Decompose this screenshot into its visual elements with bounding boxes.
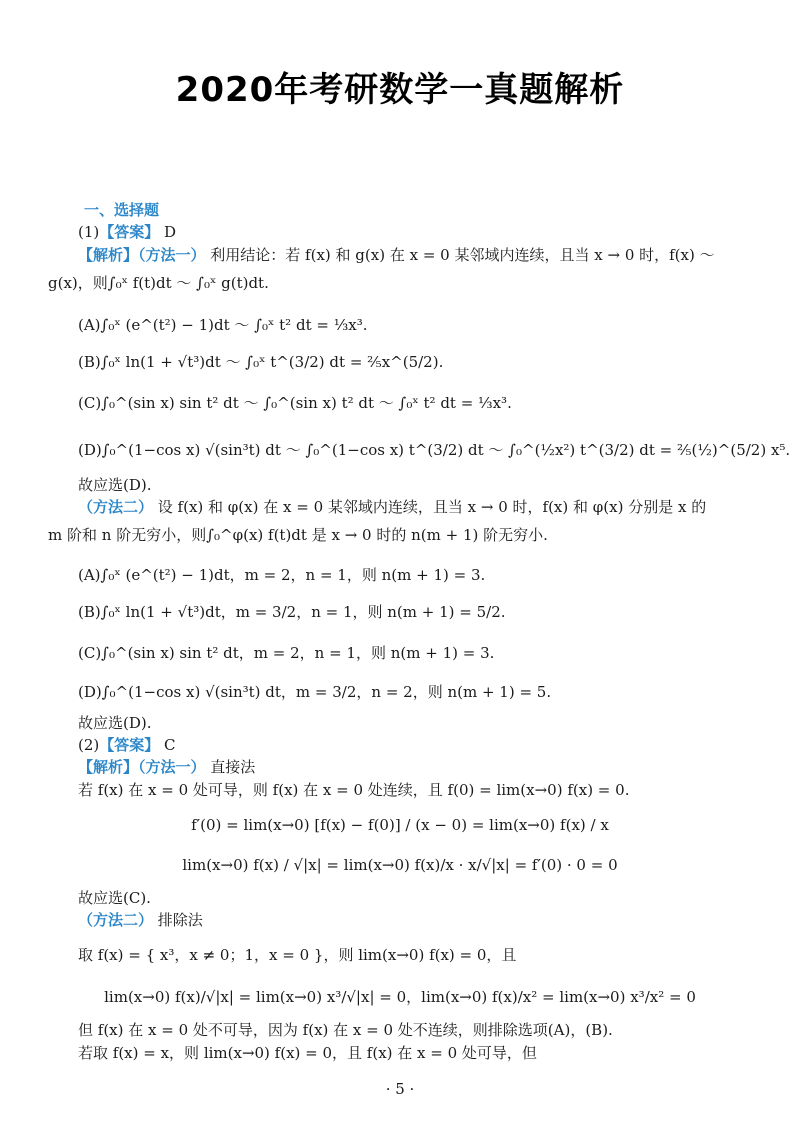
text-run: (D)∫₀^(1−cos x) √(sin³t) dt ～ ∫₀^(1−cos x) t^(3/2) dt ～ ∫₀^(½x²) t^(3/2) dt = ⅖(½)^(5/2) x⁵.	[78, 441, 791, 459]
text-line-q1m2b	[48, 525, 760, 545]
text-run: 设 f(x) 和 φ(x) 在 x = 0 某邻域内连续，且当 x → 0 时，f(x) 和 φ(x) 分别是 x 的	[153, 498, 707, 516]
text-line-q1a	[48, 222, 760, 242]
page-number: · 5 ·	[385, 1080, 415, 1098]
text-line-q1A2	[48, 565, 760, 585]
text-run: (2)	[78, 736, 100, 754]
text-line-q1A	[48, 315, 760, 335]
text-line-q1C2	[48, 643, 760, 663]
text-run: (A)∫₀ˣ (e^(t²) − 1)dt ～ ∫₀ˣ t² dt = ⅓x³.	[78, 316, 368, 334]
text-line-q2m2	[48, 910, 760, 930]
text-run: (B)∫₀ˣ ln(1 + √t³)dt ～ ∫₀ˣ t^(3/2) dt = ⅖x^(5/2).	[78, 353, 444, 371]
text-run: 若取 f(x) = x，则 lim(x→0) f(x) = 0，且 f(x) 在 x = 0 处可导，但	[78, 1044, 537, 1062]
text-run: f′(0) = lim(x→0) [f(x) − f(0)] / (x − 0) = lim(x→0) f(x) / x	[191, 816, 609, 834]
text-line-q1s1	[48, 475, 760, 495]
text-line-q1D	[48, 440, 791, 460]
text-run: 一、选择题	[84, 201, 160, 219]
text-run: (1)	[78, 223, 100, 241]
text-run: lim(x→0) f(x)/√|x| = lim(x→0) x³/√|x| = 0，lim(x→0) f(x)/x² = lim(x→0) x³/x² = 0	[104, 988, 696, 1006]
text-run: m 阶和 n 阶无穷小，则∫₀^φ(x) f(t)dt 是 x → 0 时的 n(m + 1) 阶无穷小.	[48, 526, 548, 544]
text-run: 但 f(x) 在 x = 0 处不可导，因为 f(x) 在 x = 0 处不连续，则排除选项(A)，(B).	[78, 1021, 613, 1039]
text-line-q1D2	[48, 682, 760, 702]
text-run: 故应选(D).	[78, 714, 152, 732]
text-run: 【答案】	[99, 736, 160, 754]
text-run: (C)∫₀^(sin x) sin t² dt，m = 2，n = 1，则 n(m + 1) = 3.	[78, 644, 495, 662]
text-run: (D)∫₀^(1−cos x) √(sin³t) dt，m = 3/2，n = 2，则 n(m + 1) = 5.	[78, 683, 552, 701]
text-line-q1e1	[48, 245, 760, 265]
text-run: 【答案】	[99, 223, 160, 241]
text-run: （方法二）	[78, 911, 154, 929]
text-line-q1m2a	[48, 497, 760, 517]
text-run: 排除法	[153, 911, 203, 929]
text-run: 【解析】（方法一）	[78, 246, 206, 264]
text-line-q1e2	[48, 273, 760, 293]
text-run: （方法二）	[78, 498, 154, 516]
text-run: 故应选(D).	[78, 476, 152, 494]
text-line-q2eq3	[0, 987, 800, 1007]
text-line-q2eq2	[0, 855, 800, 875]
text-line-q2e	[48, 757, 760, 777]
text-run: 利用结论：若 f(x) 和 g(x) 在 x = 0 某邻域内连续，且当 x → 0 时，f(x) ～	[205, 246, 715, 264]
text-line-q2s1	[48, 888, 760, 908]
text-line-q2a	[48, 735, 760, 755]
text-line-q1s2	[48, 713, 760, 733]
text-line-q2eq1	[0, 815, 800, 835]
text-line-q1C	[48, 393, 760, 413]
text-run: g(x)，则∫₀ˣ f(t)dt ～ ∫₀ˣ g(t)dt.	[48, 274, 269, 292]
page-title: 2020年考研数学一真题解析	[175, 70, 625, 110]
text-run: (C)∫₀^(sin x) sin t² dt ～ ∫₀^(sin x) t² dt ～ ∫₀ˣ t² dt = ⅓x³.	[78, 394, 512, 412]
text-run: 若 f(x) 在 x = 0 处可导，则 f(x) 在 x = 0 处连续，且 f(0) = lim(x→0) f(x) = 0.	[78, 781, 630, 799]
text-line-q1B2	[48, 602, 760, 622]
text-run: C	[159, 736, 176, 754]
text-run: 故应选(C).	[78, 889, 151, 907]
text-line-q2l1	[48, 780, 760, 800]
text-run: lim(x→0) f(x) / √|x| = lim(x→0) f(x)/x · x/√|x| = f′(0) · 0 = 0	[182, 856, 618, 874]
text-run: 直接法	[205, 758, 256, 776]
text-run: 取 f(x) = { x³，x ≠ 0；1，x = 0 }，则 lim(x→0) f(x) = 0，且	[78, 946, 517, 964]
text-line-q2l2	[48, 945, 760, 965]
text-line-q2l4	[48, 1043, 760, 1063]
text-line-q2l3	[48, 1020, 760, 1040]
text-run: D	[159, 223, 177, 241]
text-run: (A)∫₀ˣ (e^(t²) − 1)dt，m = 2，n = 1，则 n(m + 1) = 3.	[78, 566, 486, 584]
text-run: (B)∫₀ˣ ln(1 + √t³)dt，m = 3/2，n = 1，则 n(m + 1) = 5/2.	[78, 603, 506, 621]
text-line-q1B	[48, 352, 760, 372]
text-run: 【解析】（方法一）	[78, 758, 206, 776]
text-line-sec	[48, 200, 760, 220]
